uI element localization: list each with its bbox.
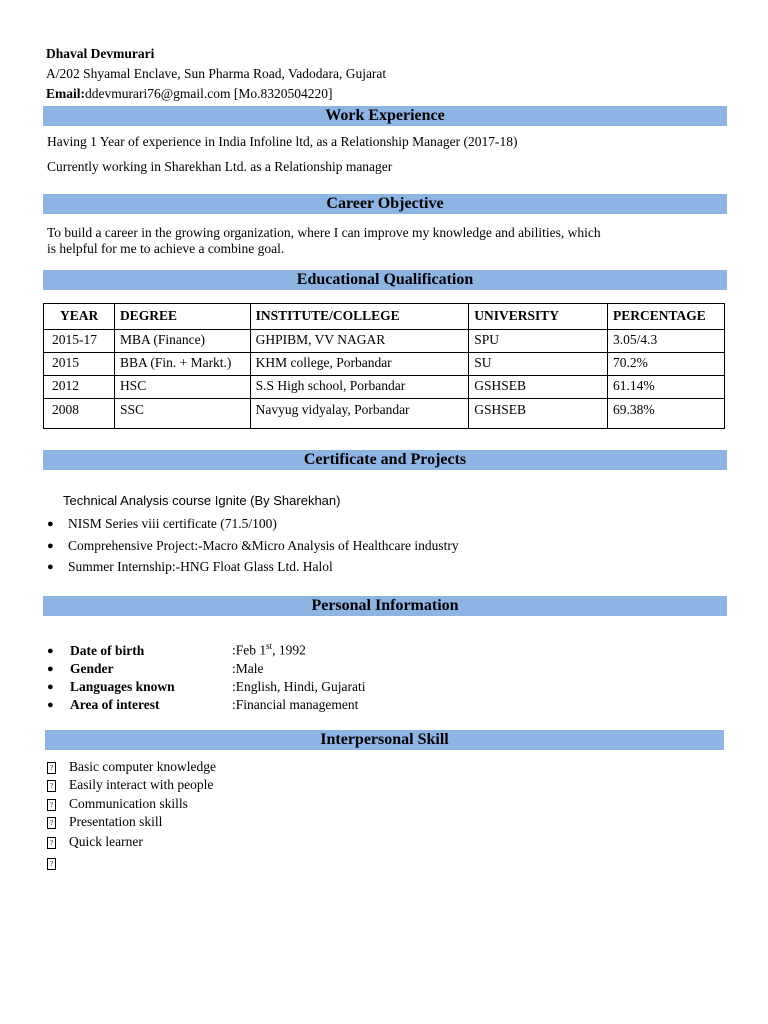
section-title-skills: Interpersonal Skill [45, 730, 724, 750]
career-line: is helpful for me to achieve a combine goal. [47, 241, 285, 256]
table-cell: GSHSEB [469, 376, 608, 399]
table-cell: 70.2% [608, 353, 725, 376]
missing-glyph-icon: ? [47, 858, 56, 870]
table-header-row [44, 304, 725, 330]
field-value [232, 641, 306, 659]
missing-glyph-icon: ? [47, 762, 56, 774]
field-value: :Financial management [232, 697, 359, 712]
column-header: PERCENTAGE [608, 304, 725, 330]
table-cell: SU [469, 353, 608, 376]
table-cell: 3.05/4.3 [608, 330, 725, 353]
column-header: INSTITUTE/COLLEGE [250, 304, 469, 330]
missing-glyph-icon: ? [47, 799, 56, 811]
list-item: NISM Series viii certificate (71.5/100) [68, 516, 277, 531]
bullet-icon: ● [47, 561, 54, 573]
bullet-icon: ● [47, 681, 54, 693]
table-cell: GHPIBM, VV NAGAR [250, 330, 469, 353]
table-cell: 69.38% [608, 399, 725, 429]
skill-item: Presentation skill [69, 814, 163, 829]
bullet-icon: ● [47, 518, 54, 530]
field-label: Languages known [70, 679, 175, 694]
section-title-personal: Personal Information [43, 596, 727, 616]
column-header: DEGREE [114, 304, 250, 330]
skill-item: Communication skills [69, 796, 188, 811]
column-header: UNIVERSITY [469, 304, 608, 330]
work-line: Having 1 Year of experience in India Infoline ltd, as a Relationship Manager (2017-18) [47, 134, 518, 149]
field-value: :English, Hindi, Gujarati [232, 679, 366, 694]
missing-glyph-icon: ? [47, 780, 56, 792]
work-line: Currently working in Sharekhan Ltd. as a Relationship manager [47, 159, 393, 174]
table-cell: 2012 [44, 376, 115, 399]
table-cell: S.S High school, Porbandar [250, 376, 469, 399]
list-item: Summer Internship:-HNG Float Glass Ltd. Halol [68, 559, 333, 574]
column-header: YEAR [44, 304, 115, 330]
table-cell: BBA (Fin. + Markt.) [114, 353, 250, 376]
field-value-part: , 1992 [272, 642, 306, 658]
address: A/202 Shyamal Enclave, Sun Pharma Road, Vadodara, Gujarat [46, 66, 387, 81]
table-cell: 2015 [44, 353, 115, 376]
table-cell: 2015-17 [44, 330, 115, 353]
contact-line [46, 86, 333, 102]
bullet-icon: ● [47, 699, 54, 711]
field-label: Area of interest [70, 697, 160, 712]
table-cell: Navyug vidyalay, Porbandar [250, 399, 469, 429]
field-label: Gender [70, 661, 114, 676]
table-row [44, 399, 725, 429]
career-line: To build a career in the growing organization, where I can improve my knowledge and abilities, which [47, 225, 601, 240]
field-value-part: :Feb 1 [232, 642, 267, 658]
skill-item: Basic computer knowledge [69, 759, 216, 774]
email-value: ddevmurari76@gmail.com [Mo.8320504220] [85, 86, 333, 101]
table-cell: KHM college, Porbandar [250, 353, 469, 376]
field-value-sup: st [266, 641, 273, 651]
section-title-work: Work Experience [43, 106, 727, 126]
email-label: Email: [46, 86, 85, 101]
missing-glyph-icon: ? [47, 817, 56, 829]
table-row [44, 353, 725, 376]
table-cell: 61.14% [608, 376, 725, 399]
skill-item: Easily interact with people [69, 777, 214, 792]
list-item: Comprehensive Project:-Macro &Micro Analysis of Healthcare industry [68, 538, 459, 553]
field-label: Date of birth [70, 643, 145, 658]
education-table [43, 303, 725, 429]
table-cell: GSHSEB [469, 399, 608, 429]
table-cell: MBA (Finance) [114, 330, 250, 353]
missing-glyph-icon: ? [47, 837, 56, 849]
section-title-career: Career Objective [43, 194, 727, 214]
section-title-education: Educational Qualification [43, 270, 727, 290]
field-value: :Male [232, 661, 264, 676]
table-cell: 2008 [44, 399, 115, 429]
table-row [44, 330, 725, 353]
skill-item: Quick learner [69, 834, 143, 849]
bullet-icon: ● [47, 645, 54, 657]
section-title-certificates: Certificate and Projects [43, 450, 727, 470]
table-cell: SPU [469, 330, 608, 353]
table-cell: SSC [114, 399, 250, 429]
table-cell: HSC [114, 376, 250, 399]
candidate-name: Dhaval Devmurari [46, 46, 155, 61]
table-row [44, 376, 725, 399]
bullet-icon: ● [47, 540, 54, 552]
certificate-intro: Technical Analysis course Ignite (By Sharekhan) [63, 493, 341, 508]
bullet-icon: ● [47, 663, 54, 675]
